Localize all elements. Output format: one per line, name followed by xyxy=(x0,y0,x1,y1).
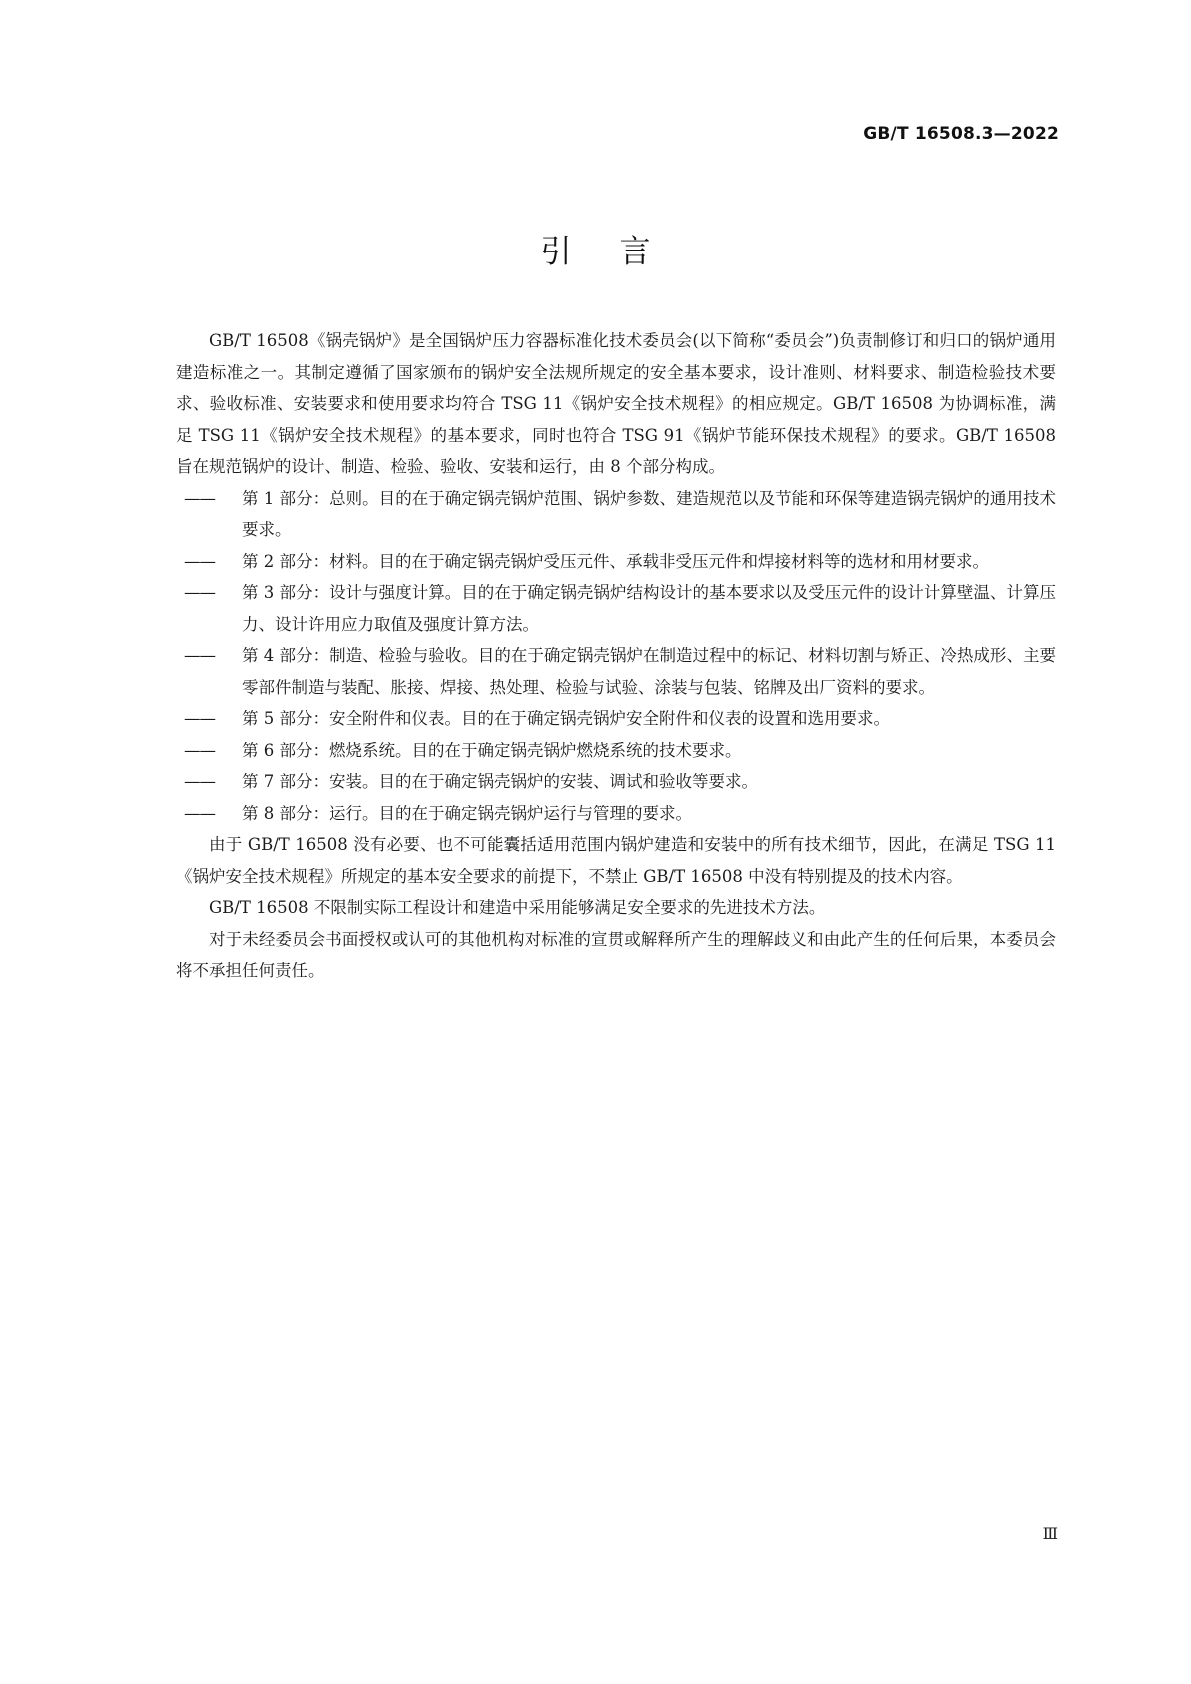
list-item-text: 第 5 部分：安全附件和仪表。目的在于确定锅壳锅炉安全附件和仪表的设置和选用要求。 xyxy=(242,709,890,728)
list-dash: —— xyxy=(184,551,215,571)
page-title: 引言 xyxy=(540,234,699,270)
list-item xyxy=(176,640,1056,703)
list-item xyxy=(176,546,1056,578)
closing-paragraph: 对于未经委员会书面授权或认可的其他机构对标准的宣贯或解释所产生的理解歧义和由此产生的任何后果，本委员会将不承担任何责任。 xyxy=(176,929,1056,980)
list-item-text: 第 2 部分：材料。目的在于确定锅壳锅炉受压元件、承载非受压元件和焊接材料等的选材和用材要求。 xyxy=(242,551,989,571)
intro-paragraph: GB/T 16508《锅壳锅炉》是全国锅炉压力容器标准化技术委员会(以下简称“委员会”)负责制修订和归口的锅炉通用建造标准之一。其制定遵循了国家颁布的锅炉安全法规所规定的安全基本要求，设计准则、材料要求、制造检验技术要求、验收标准、安装要求和使用要求均符合 TSG 11《锅炉安全技术规程》的相应规定。GB/T 16508 为协调标准，满足 TSG 11《锅炉安全技术规程》的基本要求，同时也符合 TSG 91《锅炉节能环保技术规程》的要求。GB/T 16508 旨在规范锅炉的设计、制造、检验、验收、安装和运行，由 8 个部分构成。 xyxy=(176,331,1056,476)
list-dash: —— xyxy=(184,772,215,791)
list-item xyxy=(176,483,1056,546)
list-item xyxy=(176,766,1056,798)
page-number: Ⅲ xyxy=(1042,1524,1057,1543)
list-dash: —— xyxy=(184,583,215,602)
list-item xyxy=(176,703,1056,735)
list-dash: —— xyxy=(184,488,215,508)
list-item-text: 第 1 部分：总则。目的在于确定锅壳锅炉范围、锅炉参数、建造规范以及节能和环保等建造锅壳锅炉的通用技术要求。 xyxy=(242,488,1056,539)
list-item xyxy=(176,735,1056,767)
list-item-text: 第 3 部分：设计与强度计算。目的在于确定锅壳锅炉结构设计的基本要求以及受压元件的设计计算壁温、计算压力、设计许用应力取值及强度计算方法。 xyxy=(242,583,1056,634)
list-dash: —— xyxy=(184,740,215,760)
list-dash: —— xyxy=(184,646,215,665)
list-item-text: 第 7 部分：安装。目的在于确定锅壳锅炉的安装、调试和验收等要求。 xyxy=(242,772,758,791)
list-dash: —— xyxy=(184,803,215,823)
list-item-text: 第 4 部分：制造、检验与验收。目的在于确定锅壳锅炉在制造过程中的标记、材料切割与矫正、冷热成形、主要零部件制造与装配、胀接、焊接、热处理、检验与试验、涂装与包装、铭牌及出厂资料的要求。 xyxy=(242,646,1056,697)
list-item-text: 第 8 部分：运行。目的在于确定锅壳锅炉运行与管理的要求。 xyxy=(242,803,692,823)
list-item-text: 第 6 部分：燃烧系统。目的在于确定锅壳锅炉燃烧系统的技术要求。 xyxy=(242,740,742,760)
list-item xyxy=(176,577,1056,640)
list-item xyxy=(176,798,1056,830)
standard-number: GB/T 16508.3—2022 xyxy=(863,124,1059,144)
closing-paragraph: 由于 GB/T 16508 没有必要、也不可能囊括适用范围内锅炉建造和安装中的所有技术细节，因此，在满足 TSG 11《锅炉安全技术规程》所规定的基本安全要求的前提下，不禁止 GB/T 16508 中没有特别提及的技术内容。 xyxy=(176,835,1056,886)
list-dash: —— xyxy=(184,709,215,728)
document-body xyxy=(176,325,1056,987)
closing-paragraph: GB/T 16508 不限制实际工程设计和建造中采用能够满足安全要求的先进技术方法。 xyxy=(209,898,826,917)
parts-list xyxy=(176,483,1056,830)
